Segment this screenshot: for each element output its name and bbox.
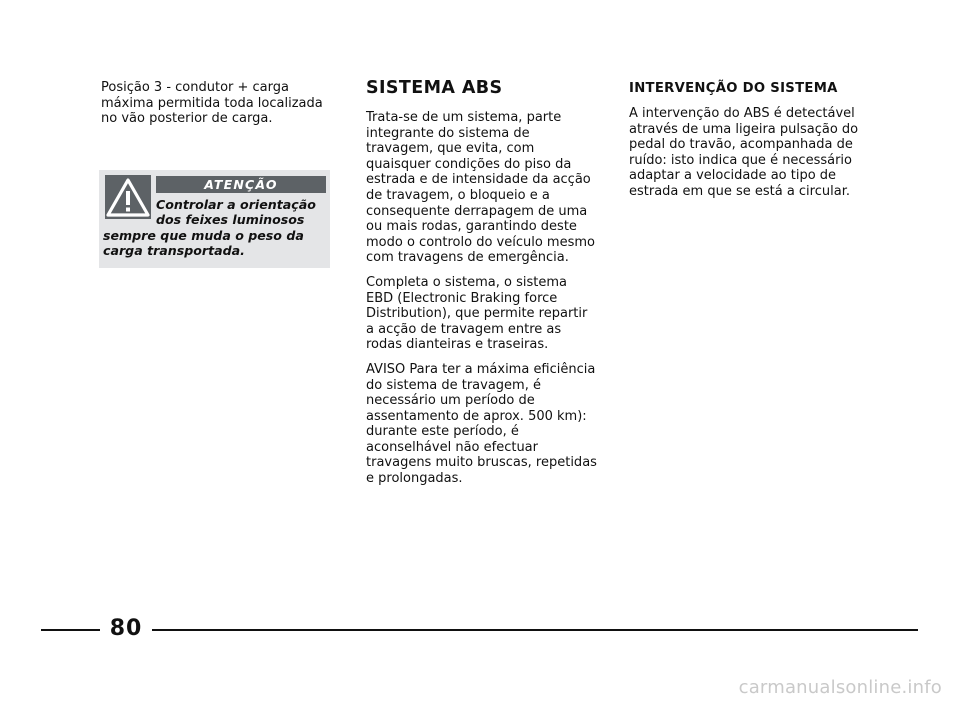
left-column	[101, 80, 323, 136]
footer-rule-right	[152, 629, 918, 631]
page-number: 80	[109, 616, 143, 641]
warning-header: ATENÇÃO	[156, 176, 326, 193]
middle-column	[366, 78, 598, 496]
warning-text-block	[103, 197, 325, 259]
abs-paragraph-3: AVISO Para ter a máxima eficiência do sistema de travagem, é necessário um período de assentamento de aprox. 500 km): durante este período, é aconselhável não efectuar travagens muito bruscas, repetidas e prolongadas.	[366, 361, 597, 487]
warning-text: Controlar a orientação dos feixes luminosos sempre que muda o peso da carga transportada.	[103, 197, 316, 259]
section-title: SISTEMA ABS	[366, 78, 503, 98]
abs-paragraph-2: Completa o sistema, o sistema EBD (Electronic Braking force Distribution), que permite repartir a acção de travagem entre as rodas dianteiras e traseiras.	[366, 274, 588, 353]
right-column	[629, 80, 861, 209]
abs-paragraph-1: Trata-se de um sistema, parte integrante do sistema de travagem, que evita, com quaisquer condições do piso da estrada e de intensidade da acção de travagem, o bloqueio e a consequente derrapagem de uma ou mais rodas, garantindo deste modo o controlo do veículo mesmo com travagens de emergência.	[366, 110, 595, 266]
intervention-paragraph: A intervenção do ABS é detectável através de uma ligeira pulsação do pedal do travão, acompanhada de ruído: isto indica que é necessário adaptar a velocidade ao tipo de estrada em que se está a circular.	[629, 106, 859, 199]
warning-box	[99, 170, 330, 268]
footer-rule-left	[41, 629, 100, 631]
load-position-text: Posição 3 - condutor + carga máxima permitida toda localizada no vão posterior de carga.	[101, 80, 323, 127]
subheading: INTERVENÇÃO DO SISTEMA	[629, 81, 838, 96]
watermark: carmanualsonline.info	[738, 677, 942, 698]
